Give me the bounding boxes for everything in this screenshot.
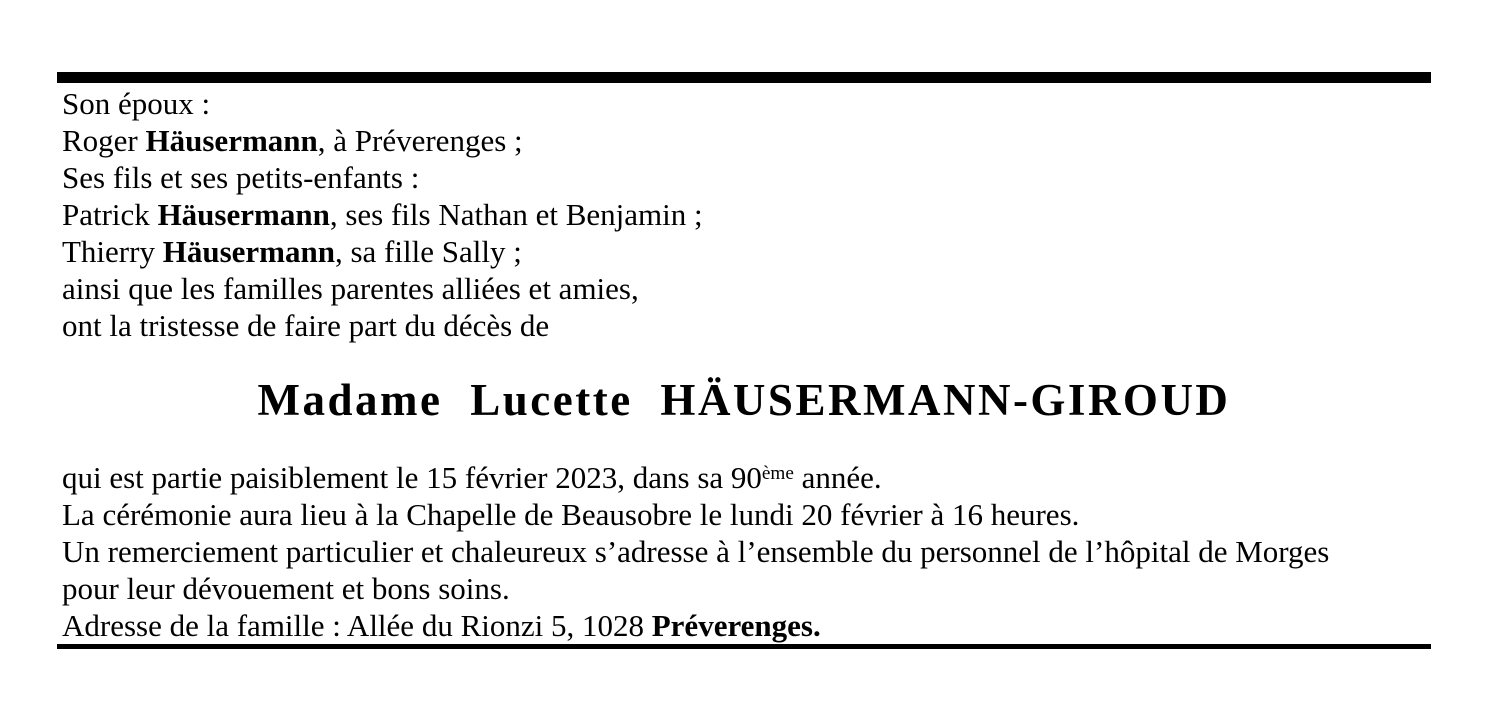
surname-bold-segment: Häusermann [157,197,330,232]
text-segment: ont la tristesse de faire part du décès de [62,308,550,343]
sadness-announcement-line [62,307,1431,344]
text-segment: qui est partie paisiblement le 15 février 2023, dans sa 90 [62,460,762,495]
address-town-bold-segment: Préverenges. [651,608,821,643]
top-rule [57,72,1431,83]
text-segment: , sa fille Sally ; [334,234,522,269]
text-segment: année. [793,460,882,495]
text-segment: Thierry [62,234,163,269]
surname-bold-segment: Häusermann [145,123,318,158]
text-segment: Un remerciement particulier et chaleureux s’adresse à l’ensemble du personnel de l’hôpital de Morges [62,534,1330,569]
text-segment: , ses fils Nathan et Benjamin ; [329,197,703,232]
text-segment: Son époux : [62,86,211,121]
deceased-name-title: Madame Lucette HÄUSERMANN-GIROUD [257,375,1231,425]
ceremony-line [62,496,1431,533]
family-address-line [62,607,1431,644]
sons-header-line [62,159,1431,196]
thanks-line-2 [62,570,1431,607]
text-segment: Adresse de la famille : Allée du Rionzi 5, 1028 [62,608,652,643]
son-patrick-line [62,196,1431,233]
text-segment: La cérémonie aura lieu à la Chapelle de Beausobre le lundi 20 février à 16 heures. [62,497,1080,532]
details-paragraph [57,459,1431,644]
text-segment: Patrick [62,197,158,232]
text-segment: Ses fils et ses petits-enfants : [62,160,420,195]
text-segment: ainsi que les familles parentes alliées et amies, [62,271,639,306]
text-segment: pour leur dévouement et bons soins. [62,571,510,606]
spouse-name-line [62,122,1431,159]
bottom-rule [57,644,1431,649]
spouse-header-line [62,85,1431,122]
obituary-document [57,72,1431,649]
family-intro-paragraph [57,85,1431,344]
surname-bold-segment: Häusermann [162,234,335,269]
son-thierry-line [62,233,1431,270]
death-date-line [62,459,1431,496]
text-segment: Roger [62,123,146,158]
families-line [62,270,1431,307]
thanks-line-1 [62,533,1431,570]
ordinal-superscript: ème [761,462,794,484]
text-segment: , à Préverenges ; [317,123,523,158]
